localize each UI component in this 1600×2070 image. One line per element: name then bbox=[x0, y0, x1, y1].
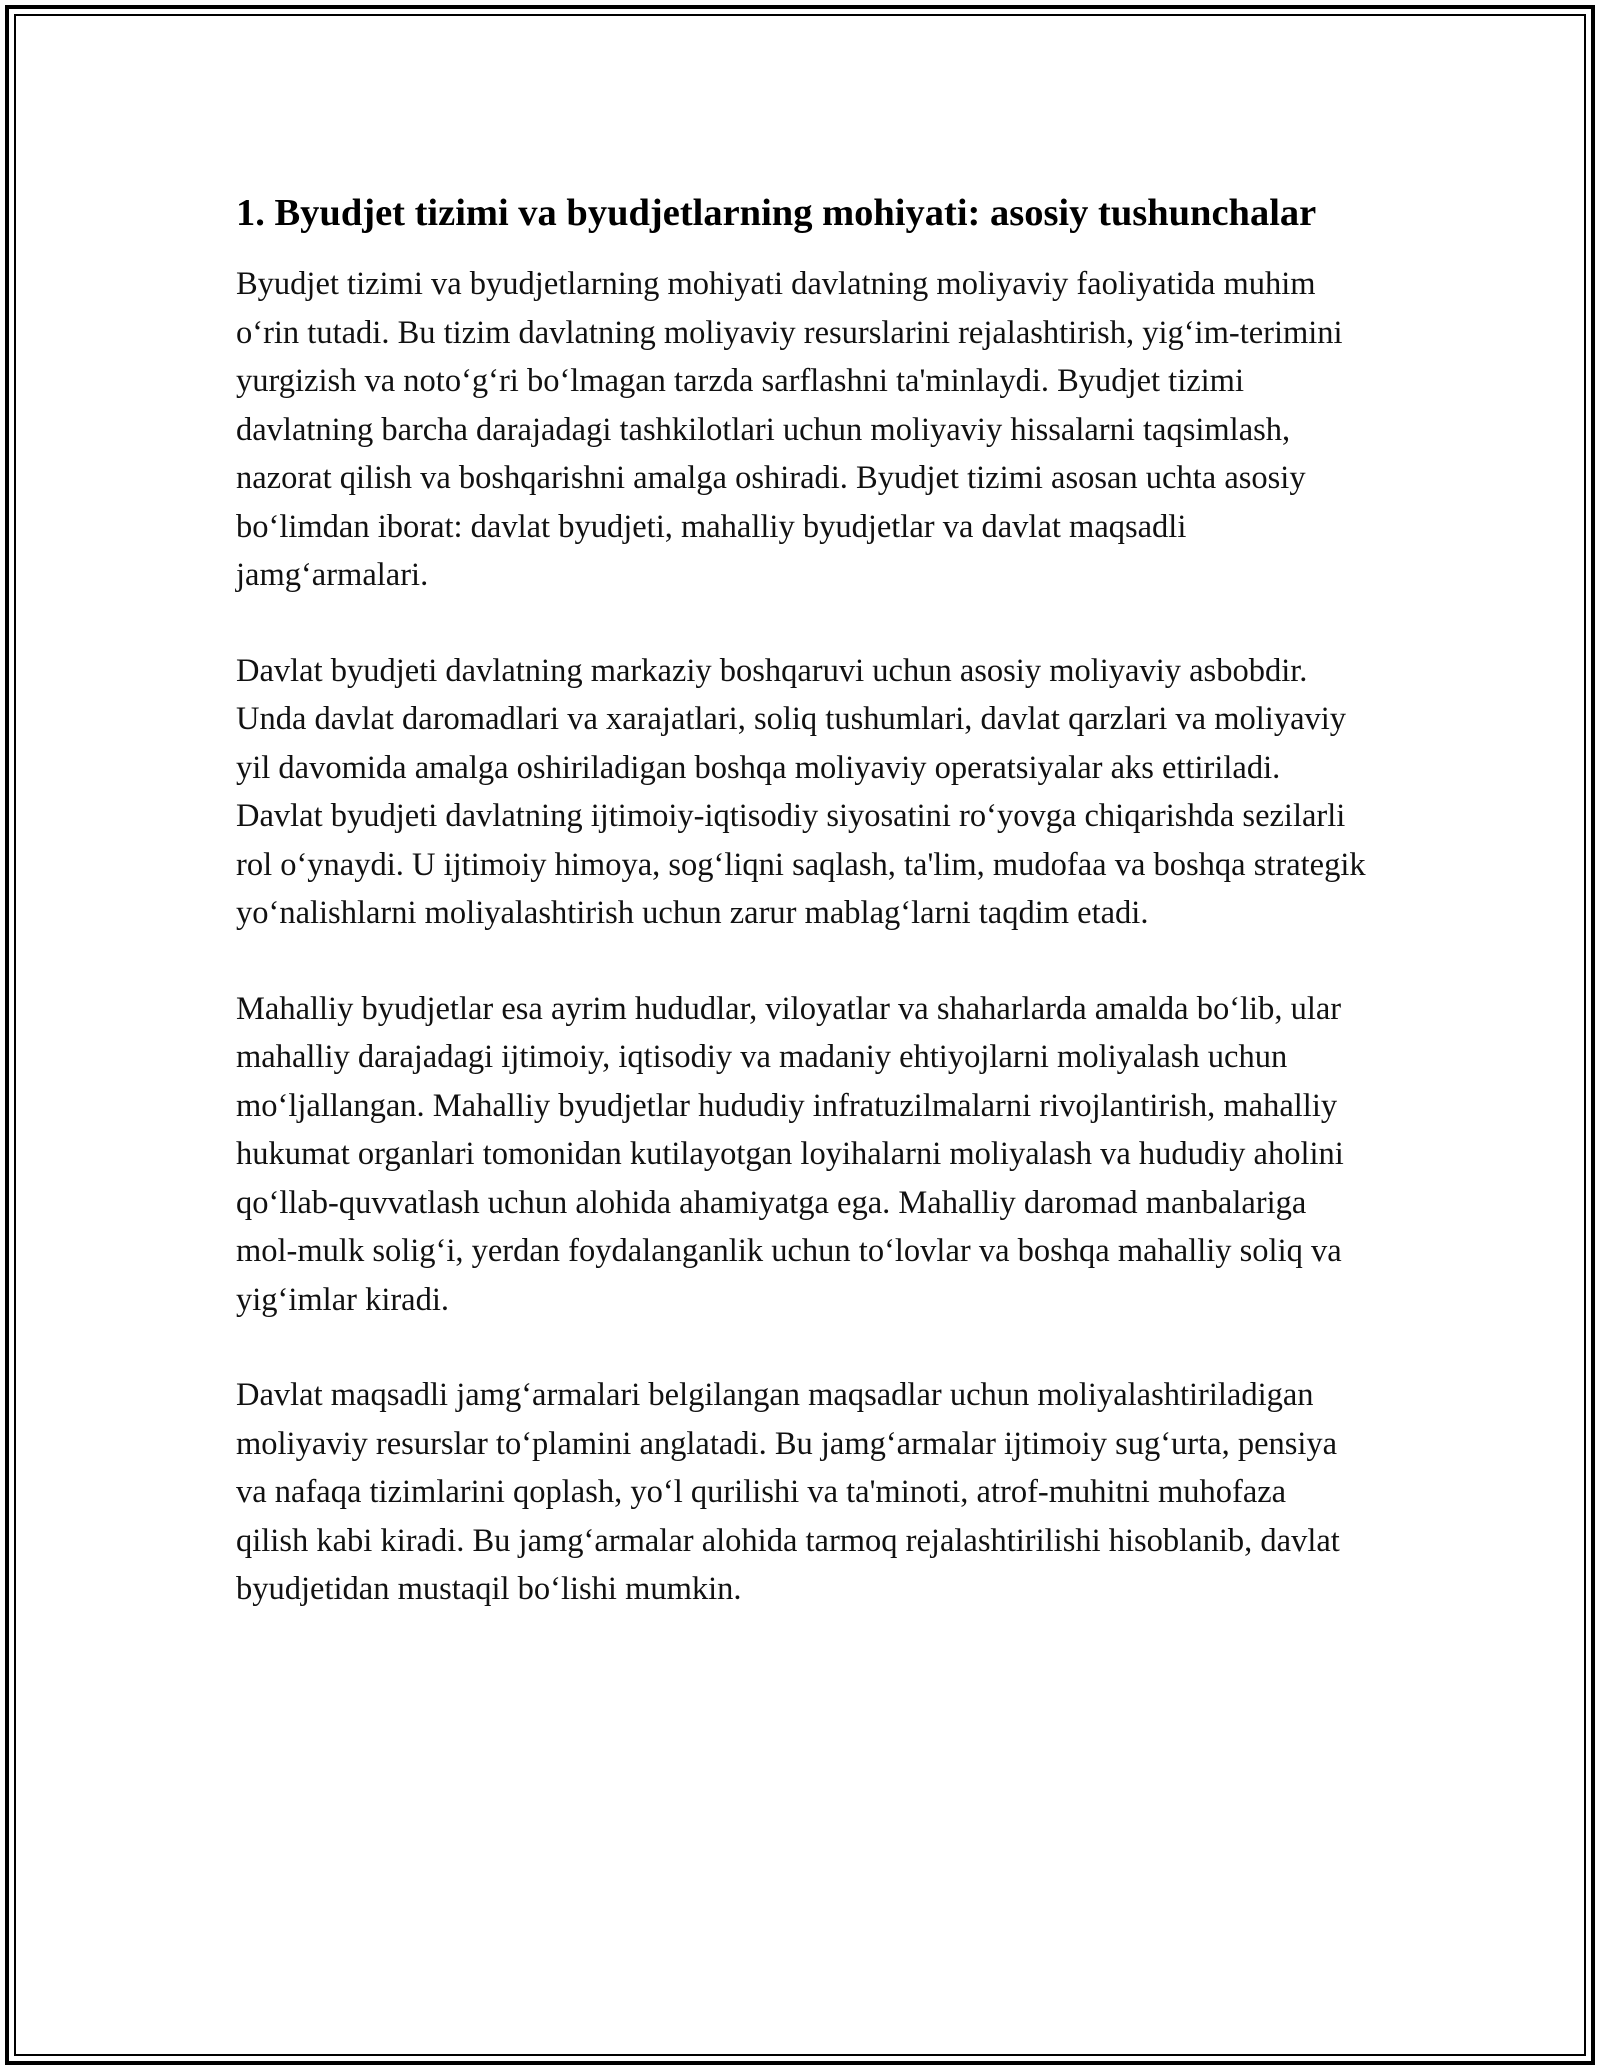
paragraph-local-budgets: Mahalliy byudjetlar esa ayrim hududlar, viloyatlar va shaharlarda amalda bo‘lib, ular mahalliy darajadagi ijtimoiy, iqtisodiy va madaniy ehtiyojlarni moliyalash uchun mo‘ljallangan. Mahalliy byudjetlar hududiy infratuzilmalarni rivojlantirish, mahalliy hukumat organlari tomonidan kutilayotgan loyihalarni moliyalash va hududiy aholini qo‘llab-quvvatlash uchun alohida ahamiyatga ega. Mahalliy daromad manbalariga mol-mulk solig‘i, yerdan foydalanganlik uchun to‘lovlar va boshqa mahalliy soliq va yig‘imlar kiradi. bbox=[236, 990, 1344, 1318]
document-body bbox=[236, 186, 1366, 1661]
paragraph-budget-system: Byudjet tizimi va byudjetlarning mohiyati davlatning moliyaviy faoliyatida muhim o‘rin tutadi. Bu tizim davlatning moliyaviy resurslarini rejalashtirish, yig‘im-terimini yurgizish va noto‘g‘ri bo‘lmagan tarzda sarflashni ta'minlaydi. Byudjet tizimi davlatning barcha darajadagi tashkilotlari uchun moliyaviy hissalarni taqsimlash, nazorat qilish va boshqarishni amalga oshiradi. Byudjet tizimi asosan uchta asosiy bo‘limdan iborat: davlat byudjeti, mahalliy byudjetlar va davlat maqsadli jamg‘armalari. bbox=[236, 266, 1343, 593]
paragraph-state-budget: Davlat byudjeti davlatning markaziy boshqaruvi uchun asosiy moliyaviy asbobdir. Unda davlat daromadlari va xarajatlari, soliq tushumlari, davlat qarzlari va moliyaviy yil davomida amalga oshiriladigan boshqa moliyaviy operatsiyalar aks ettiriladi. Davlat byudjeti davlatning ijtimoiy-iqtisodiy siyosatini ro‘yovga chiqarishda sezilarli rol o‘ynaydi. U ijtimoiy himoya, sog‘liqni saqlash, ta'lim, mudofaa va boshqa strategik yo‘nalishlarni moliyalashtirish uchun zarur mablag‘larni taqdim etadi. bbox=[236, 652, 1366, 931]
paragraph-target-funds: Davlat maqsadli jamg‘armalari belgilangan maqsadlar uchun moliyalashtiriladigan moliyaviy resurslar to‘plamini anglatadi. Bu jamg‘armalar ijtimoiy sug‘urta, pensiya va nafaqa tizimlarini qoplash, yo‘l qurilishi va ta'minoti, atrof-muhitni muhofaza qilish kabi kiradi. Bu jamg‘armalar alohida tarmoq rejalashtirilishi hisoblanib, davlat byudjetidan mustaqil bo‘lishi mumkin. bbox=[236, 1377, 1340, 1607]
section-heading: 1. Byudjet tizimi va byudjetlarning mohiyati: asosiy tushunchalar bbox=[236, 192, 1317, 234]
